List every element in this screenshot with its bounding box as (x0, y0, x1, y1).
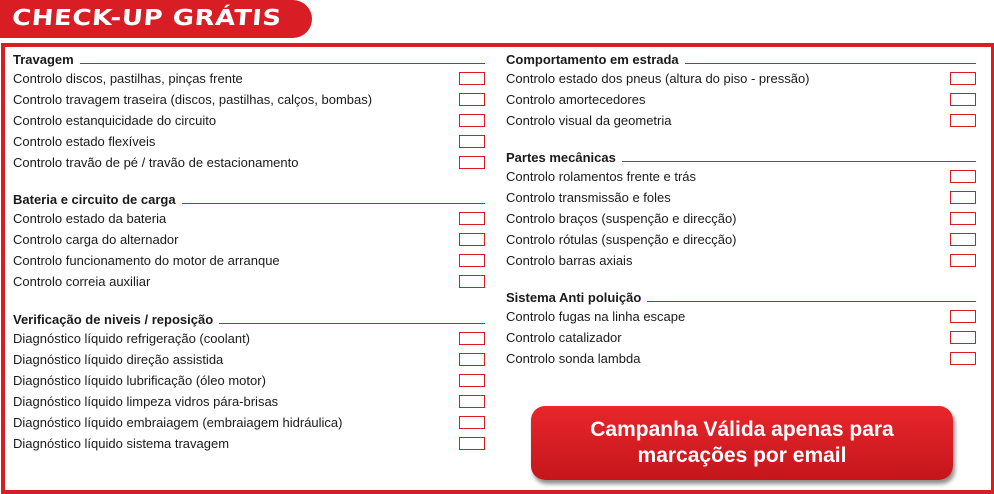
item-checkbox[interactable] (950, 170, 976, 183)
right-column (506, 48, 976, 369)
checklist-item (506, 187, 976, 208)
checklist-item (506, 89, 976, 110)
item-checkbox[interactable] (459, 135, 485, 148)
section-travagem (13, 48, 485, 173)
section-header (13, 188, 485, 208)
section-verificacao (13, 308, 485, 454)
item-checkbox[interactable] (950, 191, 976, 204)
item-label: Diagnóstico líquido lubrificação (óleo motor) (13, 372, 266, 388)
item-label: Controlo visual da geometria (506, 112, 672, 128)
item-checkbox[interactable] (950, 331, 976, 344)
item-label: Controlo correia auxiliar (13, 273, 151, 289)
section-partes-mecanicas (506, 146, 976, 271)
item-checkbox[interactable] (459, 395, 485, 408)
checklist-item (506, 327, 976, 348)
checklist-item (13, 152, 485, 173)
item-checkbox[interactable] (459, 233, 485, 246)
item-checkbox[interactable] (459, 72, 485, 85)
item-label: Diagnóstico líquido embraiagem (embraiagem hidráulica) (13, 414, 343, 430)
item-checkbox[interactable] (950, 233, 976, 246)
section-divider (685, 63, 976, 64)
item-label: Controlo catalizador (506, 329, 622, 345)
section-divider (622, 161, 976, 162)
item-checkbox[interactable] (459, 254, 485, 267)
item-label: Diagnóstico líquido limpeza vidros pára-brisas (13, 393, 279, 409)
item-checkbox[interactable] (459, 353, 485, 366)
checklist-item (506, 208, 976, 229)
checklist-item (13, 271, 485, 292)
checklist-item (13, 349, 485, 370)
item-label: Controlo amortecedores (506, 91, 646, 107)
item-label: Controlo rolamentos frente e trás (506, 168, 697, 184)
item-label: Controlo estado da bateria (13, 210, 167, 226)
checklist-item (13, 208, 485, 229)
item-checkbox[interactable] (459, 93, 485, 106)
item-checkbox[interactable] (459, 275, 485, 288)
checklist-item (506, 110, 976, 131)
item-label: Controlo transmissão e foles (506, 189, 671, 205)
section-title: Comportamento em estrada (506, 52, 679, 67)
section-divider (647, 301, 976, 302)
item-label: Controlo funcionamento do motor de arranque (13, 252, 280, 268)
item-label: Diagnóstico líquido refrigeração (coolant) (13, 330, 251, 346)
item-label: Controlo travão de pé / travão de estacionamento (13, 154, 299, 170)
section-title: Bateria e circuito de carga (13, 192, 176, 207)
item-label: Controlo travagem traseira (discos, pastilhas, calços, bombas) (13, 91, 373, 107)
checklist-item (506, 229, 976, 250)
campaign-line-2: marcações por email (637, 444, 847, 467)
section-divider (80, 63, 485, 64)
checklist-item (13, 391, 485, 412)
banner-title: CHECK-UP GRÁTIS (10, 6, 283, 31)
checklist-item (13, 229, 485, 250)
item-label: Controlo discos, pastilhas, pinças frente (13, 70, 243, 86)
item-label: Controlo estado flexíveis (13, 133, 156, 149)
header-banner (0, 0, 312, 38)
checklist-item (13, 110, 485, 131)
item-checkbox[interactable] (950, 352, 976, 365)
checklist-item (506, 166, 976, 187)
item-checkbox[interactable] (950, 212, 976, 225)
item-label: Diagnóstico líquido direção assistida (13, 351, 224, 367)
checklist-item (506, 250, 976, 271)
campaign-line-1: Campanha Válida apenas para (590, 418, 894, 441)
section-header (13, 308, 485, 328)
item-label: Controlo carga do alternador (13, 231, 179, 247)
item-checkbox[interactable] (950, 254, 976, 267)
item-label: Controlo estanquicidade do circuito (13, 112, 217, 128)
section-divider (219, 323, 485, 324)
checklist-item (13, 328, 485, 349)
section-divider (182, 203, 485, 204)
item-label: Diagnóstico líquido sistema travagem (13, 435, 230, 451)
item-checkbox[interactable] (950, 72, 976, 85)
checklist-item (13, 89, 485, 110)
section-header (506, 146, 976, 166)
item-checkbox[interactable] (459, 114, 485, 127)
checklist-item (506, 348, 976, 369)
section-header (506, 48, 976, 68)
item-label: Controlo fugas na linha escape (506, 308, 686, 324)
item-checkbox[interactable] (950, 310, 976, 323)
left-column (13, 48, 485, 454)
checklist-item (13, 68, 485, 89)
item-checkbox[interactable] (459, 437, 485, 450)
item-checkbox[interactable] (950, 114, 976, 127)
checklist-item (13, 250, 485, 271)
item-label: Controlo sonda lambda (506, 350, 641, 366)
item-label: Controlo barras axiais (506, 252, 633, 268)
checklist-item (13, 412, 485, 433)
item-checkbox[interactable] (459, 374, 485, 387)
item-checkbox[interactable] (459, 212, 485, 225)
item-label: Controlo braços (suspenção e direcção) (506, 210, 737, 226)
section-header (506, 286, 976, 306)
campaign-notice (531, 406, 953, 480)
item-checkbox[interactable] (459, 332, 485, 345)
item-checkbox[interactable] (950, 93, 976, 106)
section-title: Sistema Anti poluição (506, 290, 642, 305)
checklist-item (506, 68, 976, 89)
item-label: Controlo rótulas (suspenção e direcção) (506, 231, 737, 247)
section-title: Partes mecânicas (506, 150, 616, 165)
checklist-item (13, 433, 485, 454)
section-title: Travagem (13, 52, 74, 67)
section-anti-poluicao (506, 286, 976, 369)
section-header (13, 48, 485, 68)
item-checkbox[interactable] (459, 416, 485, 429)
item-label: Controlo estado dos pneus (altura do piso - pressão) (506, 70, 810, 86)
checklist-item (13, 131, 485, 152)
section-comportamento (506, 48, 976, 131)
section-title: Verificação de niveis / reposição (13, 312, 214, 327)
checklist-item (506, 306, 976, 327)
checklist-item (13, 370, 485, 391)
item-checkbox[interactable] (459, 156, 485, 169)
section-bateria (13, 188, 485, 292)
